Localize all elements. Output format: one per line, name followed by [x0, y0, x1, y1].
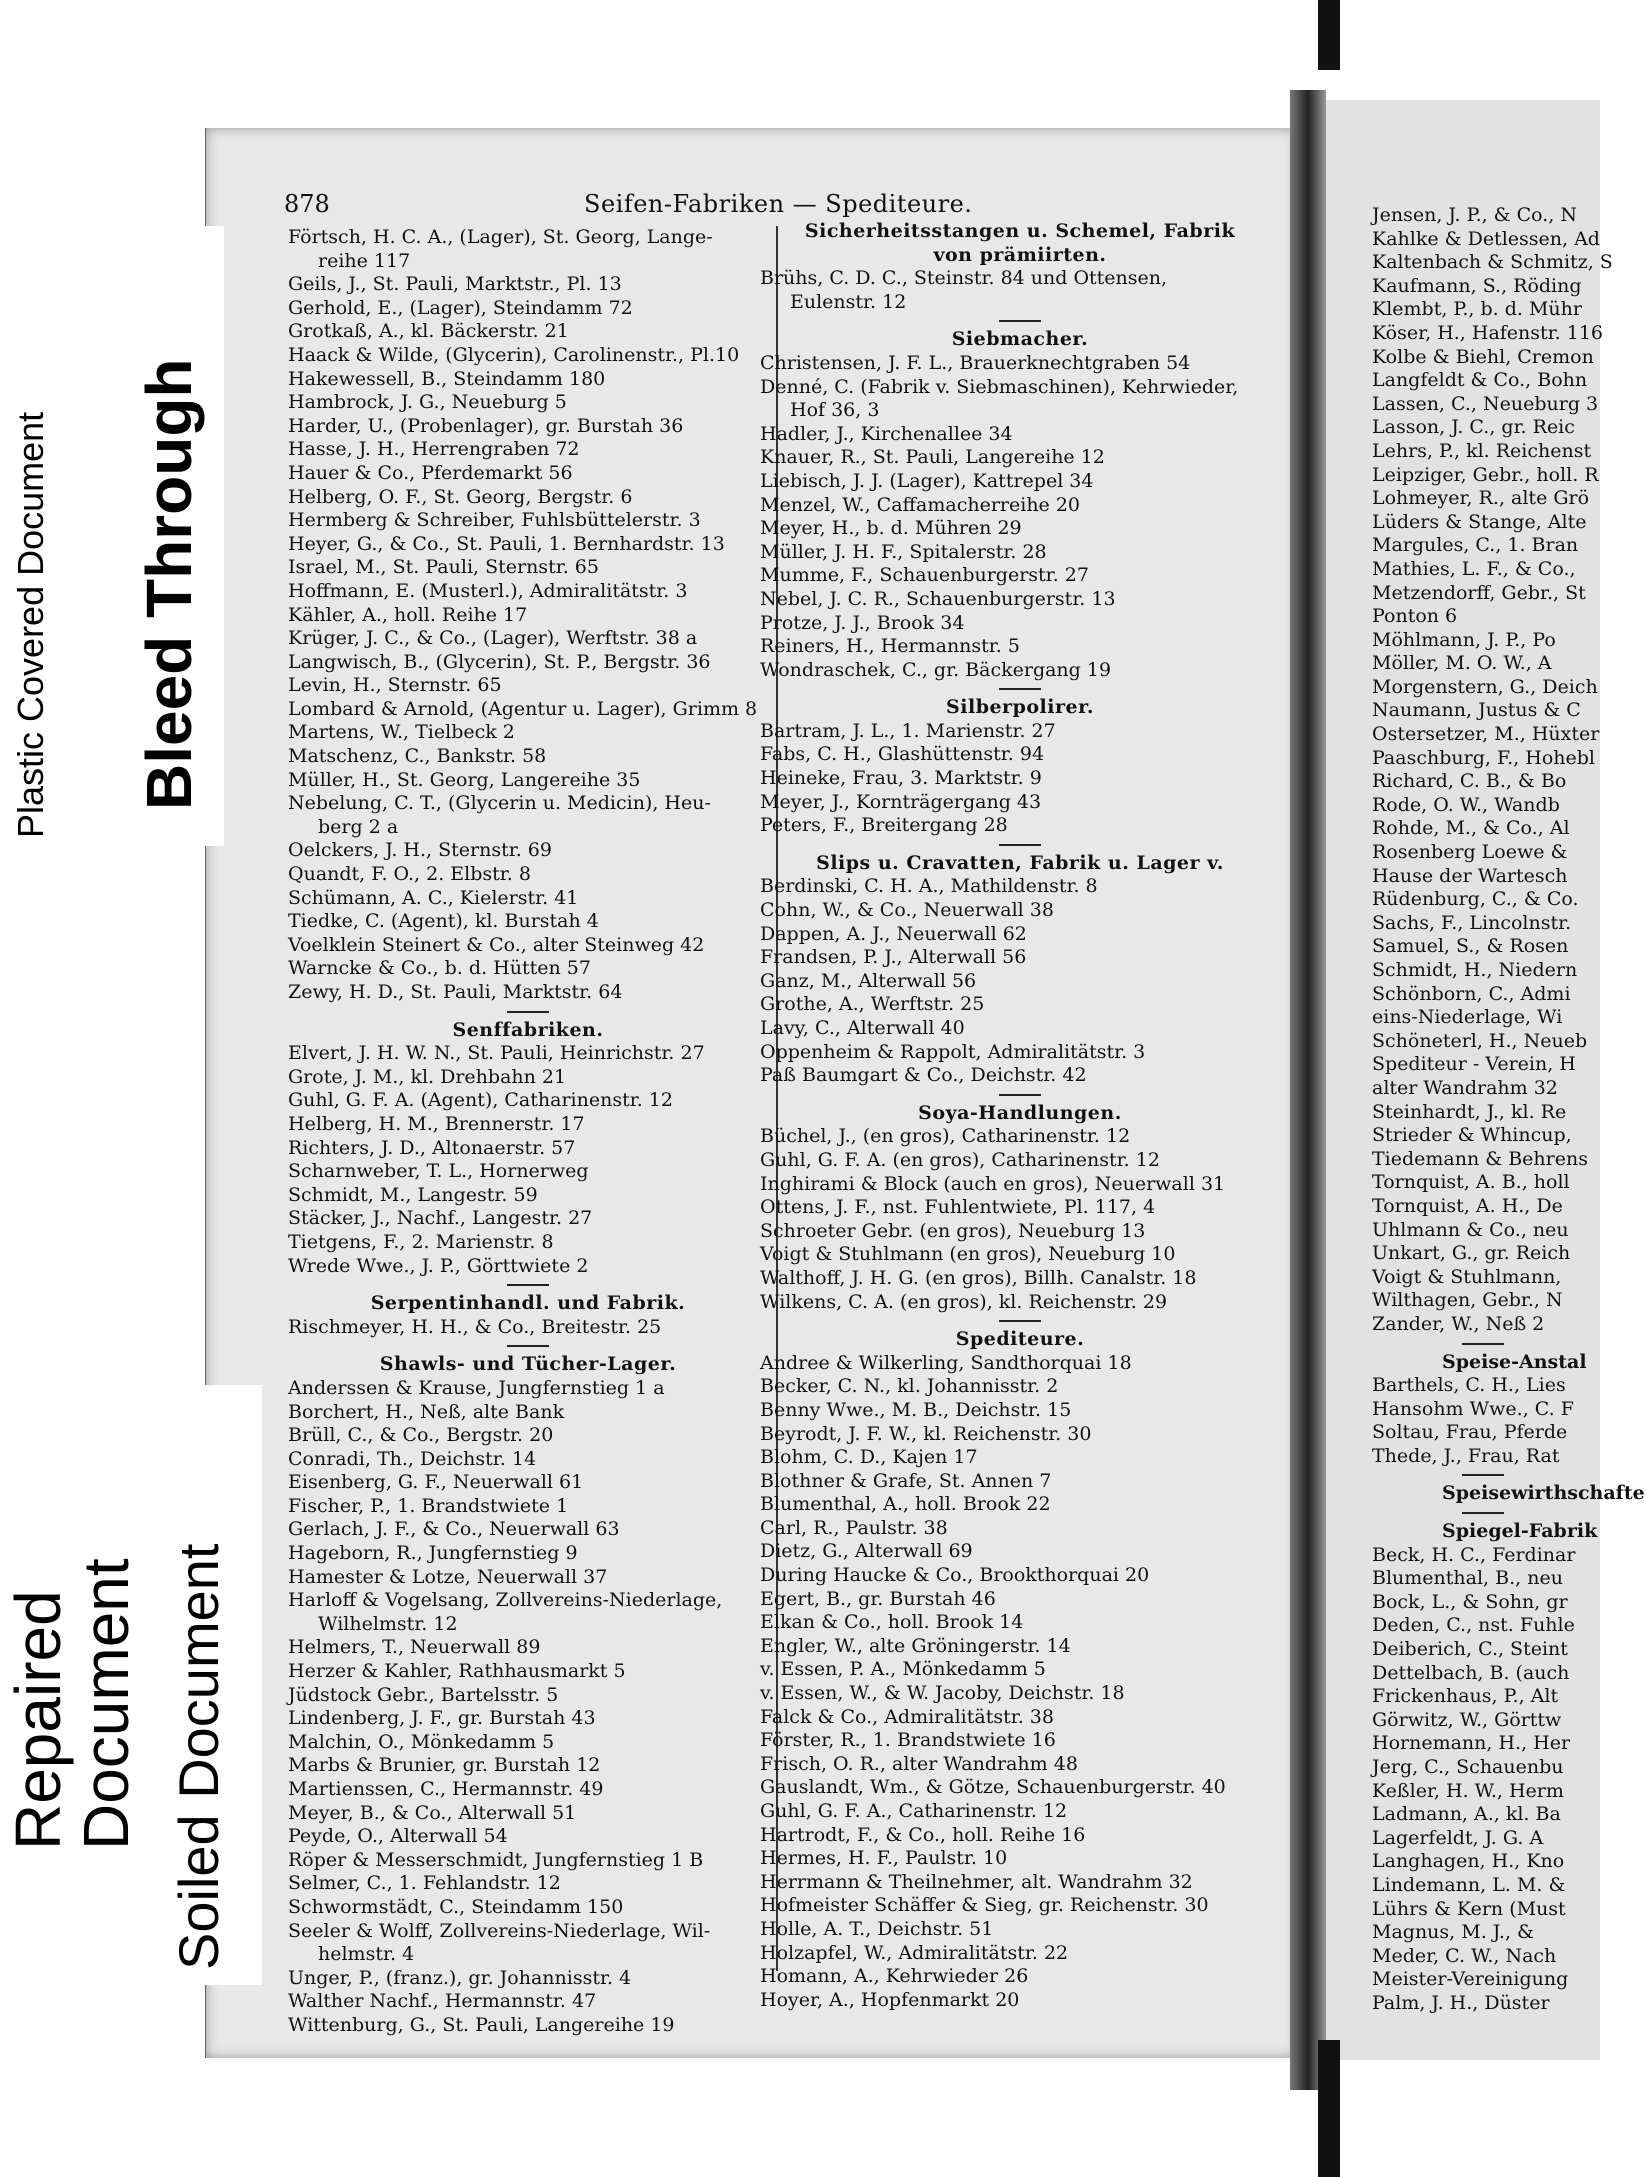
middle-entry: Homann, A., Kehrwieder 26 [760, 1965, 1029, 1988]
middle-entry: Blothner & Grafe, St. Annen 7 [760, 1469, 1052, 1492]
left-entry: Selmer, C., 1. Fehlandstr. 12 [288, 1872, 561, 1895]
left-section-heading: Senffabriken. [452, 1018, 604, 1041]
right-entry: Meder, C. W., Nach [1372, 1944, 1557, 1967]
right-entry: Spediteur - Verein, H [1372, 1053, 1576, 1076]
middle-entry: Beyrodt, J. F. W., kl. Reichenstr. 30 [760, 1422, 1092, 1445]
left-entry: reihe 117 [318, 249, 411, 272]
left-entry: Borchert, H., Neß, alte Bank [288, 1400, 565, 1423]
left-entry: Rischmeyer, H. H., & Co., Breitestr. 25 [288, 1315, 662, 1338]
middle-entry: Carl, R., Paulstr. 38 [760, 1516, 948, 1539]
left-entry: Krüger, J. C., & Co., (Lager), Werftstr. 38 a [288, 627, 698, 650]
right-entry: Kahlke & Detlessen, Ad [1372, 227, 1600, 250]
right-entry: Thede, J., Frau, Rat [1372, 1444, 1560, 1467]
right-entry: Schönborn, C., Admi [1372, 982, 1571, 1005]
middle-entry: Hartrodt, F., & Co., holl. Reihe 16 [760, 1823, 1086, 1846]
middle-entry: Blumenthal, A., holl. Brook 22 [760, 1493, 1051, 1516]
right-entry: Lassen, C., Neueburg 3 [1372, 392, 1599, 415]
middle-entry: Inghirami & Block (auch en gros), Neuerwall 31 [760, 1172, 1226, 1195]
right-entry: Hause der Wartesch [1372, 864, 1568, 887]
left-entry: Grotkaß, A., kl. Bäckerstr. 21 [288, 320, 569, 343]
right-entry: Görwitz, W., Görttw [1372, 1708, 1562, 1731]
middle-entry: Wilkens, C. A. (en gros), kl. Reichenstr. 29 [760, 1290, 1168, 1313]
left-separator [507, 1345, 549, 1347]
middle-section-heading: Spediteure. [955, 1328, 1085, 1351]
right-entry: Langhagen, H., Kno [1372, 1850, 1565, 1873]
left-entry: Helberg, O. F., St. Georg, Bergstr. 6 [288, 485, 633, 508]
right-entry: Ostersetzer, M., Hüxter [1372, 723, 1600, 746]
middle-entry: Eulenstr. 12 [790, 290, 907, 313]
middle-entry: Fabs, C. H., Glashüttenstr. 94 [760, 743, 1045, 766]
left-entry: Hageborn, R., Jungfernstieg 9 [288, 1542, 578, 1565]
left-entry: Hasse, J. H., Herrengraben 72 [288, 438, 580, 461]
middle-entry: Paß Baumgart & Co., Deichstr. 42 [760, 1064, 1087, 1087]
middle-separator [999, 1094, 1041, 1096]
middle-entry: Reiners, H., Hermannstr. 5 [760, 635, 1020, 658]
left-separator [507, 1284, 549, 1286]
left-entry: Langwisch, B., (Glycerin), St. P., Bergstr. 36 [288, 650, 711, 673]
left-separator [507, 1011, 549, 1013]
right-entry: Wilthagen, Gebr., N [1372, 1289, 1563, 1312]
middle-entry: Becker, C. N., kl. Johannisstr. 2 [760, 1375, 1059, 1398]
right-entry: Schöneterl, H., Neueb [1372, 1029, 1588, 1052]
middle-entry: Holle, A. T., Deichstr. 51 [760, 1917, 994, 1940]
middle-entry: Knauer, R., St. Pauli, Langereihe 12 [760, 446, 1105, 469]
right-entry: Margules, C., 1. Bran [1372, 534, 1579, 557]
left-entry: Heyer, G., & Co., St. Pauli, 1. Bernhardstr. 13 [288, 532, 725, 555]
right-entry: Frickenhaus, P., Alt [1372, 1685, 1559, 1708]
right-entry: Samuel, S., & Rosen [1372, 935, 1569, 958]
left-entry: berg 2 a [318, 815, 399, 838]
left-entry: Lombard & Arnold, (Agentur u. Lager), Grimm 8 [288, 697, 758, 720]
right-entry: Tornquist, A. H., De [1372, 1194, 1563, 1217]
left-entry: Quandt, F. O., 2. Elbstr. 8 [288, 863, 531, 886]
left-entry: Wrede Wwe., J. P., Görttwiete 2 [288, 1254, 589, 1277]
right-entry: Paaschburg, F., Hohebl [1372, 746, 1596, 769]
right-entry: Ponton 6 [1372, 605, 1458, 628]
middle-entry: Peters, F., Breitergang 28 [760, 814, 1008, 837]
right-entry: Ladmann, A., kl. Ba [1372, 1803, 1561, 1826]
left-entry: Geils, J., St. Pauli, Marktstr., Pl. 13 [288, 273, 622, 296]
left-entry: Fischer, P., 1. Brandstwiete 1 [288, 1494, 569, 1517]
left-entry: Harloff & Vogelsang, Zollvereins-Niederlage, [288, 1589, 723, 1612]
middle-entry: Oppenheim & Rappolt, Admiralitätstr. 3 [760, 1040, 1146, 1063]
middle-section-heading: Soya-Handlungen. [918, 1101, 1122, 1124]
middle-entry: Falck & Co., Admiralitätstr. 38 [760, 1705, 1054, 1728]
right-entry: Lasson, J. C., gr. Reic [1372, 416, 1575, 439]
right-section-heading: Spiegel-Fabrik [1442, 1520, 1598, 1543]
middle-entry: Gauslandt, Wm., & Götze, Schauenburgerstr. 40 [760, 1776, 1226, 1799]
right-entry: Kaltenbach & Schmitz, S [1372, 251, 1613, 274]
right-entry: Rode, O. W., Wandb [1372, 793, 1560, 816]
middle-entry: Ottens, J. F., nst. Fuhlentwiete, Pl. 117, 4 [760, 1196, 1156, 1219]
right-entry: Bock, L., & Sohn, gr [1372, 1590, 1568, 1613]
right-entry: Unkart, G., gr. Reich [1372, 1242, 1571, 1265]
left-entry: Hamester & Lotze, Neuerwall 37 [288, 1565, 608, 1588]
left-entry: Unger, P., (franz.), gr. Johannisstr. 4 [288, 1966, 632, 1989]
middle-entry: Guhl, G. F. A. (en gros), Catharinenstr. 12 [760, 1148, 1160, 1171]
left-entry: Warncke & Co., b. d. Hütten 57 [288, 957, 591, 980]
middle-entry: Dietz, G., Alterwall 69 [760, 1540, 973, 1563]
right-entry: Metzendorff, Gebr., St [1372, 581, 1586, 604]
middle-entry: Dappen, A. J., Neuerwall 62 [760, 922, 1027, 945]
left-entry: Schwormstädt, C., Steindamm 150 [288, 1895, 624, 1918]
left-entry: Schmidt, M., Langestr. 59 [288, 1183, 538, 1206]
middle-entry: Mumme, F., Schauenburgerstr. 27 [760, 564, 1089, 587]
right-entry: Lührs & Kern (Must [1372, 1897, 1566, 1920]
left-entry: Richters, J. D., Altonaerstr. 57 [288, 1136, 576, 1159]
middle-entry: v. Essen, W., & W. Jacoby, Deichstr. 18 [760, 1682, 1125, 1705]
middle-section-heading: von prämiirten. [933, 243, 1107, 266]
right-entry: Zander, W., Neß 2 [1372, 1312, 1545, 1335]
middle-entry: Blohm, C. D., Kajen 17 [760, 1446, 978, 1469]
left-entry: Herzer & Kahler, Rathhausmarkt 5 [288, 1660, 626, 1683]
middle-entry: Meyer, H., b. d. Mühren 29 [760, 517, 1022, 540]
right-entry: Rüdenburg, C., & Co. [1372, 888, 1579, 911]
right-entry: Hansohm Wwe., C. F [1372, 1397, 1574, 1420]
left-entry: Peyde, O., Alterwall 54 [288, 1825, 508, 1848]
left-entry: helmstr. 4 [318, 1943, 415, 1966]
left-entry: Röper & Messerschmidt, Jungfernstieg 1 B [288, 1848, 704, 1871]
middle-section-heading: Slips u. Cravatten, Fabrik u. Lager v. [816, 851, 1224, 874]
middle-entry: During Haucke & Co., Brookthorquai 20 [760, 1564, 1150, 1587]
left-entry: Gerlach, J. F., & Co., Neuerwall 63 [288, 1518, 620, 1541]
middle-entry: Ganz, M., Alterwall 56 [760, 969, 977, 992]
middle-entry: Frandsen, P. J., Alterwall 56 [760, 946, 1027, 969]
right-page-column [1372, 204, 1645, 2016]
right-entry: Lohmeyer, R., alte Grö [1372, 487, 1590, 510]
left-entry: Scharnweber, T. L., Hornerweg [288, 1160, 589, 1183]
middle-entry: Hofmeister Schäffer & Sieg, gr. Reichenstr. 30 [760, 1894, 1209, 1917]
middle-entry: Grothe, A., Werftstr. 25 [760, 993, 985, 1016]
binder-clip-bottom [1318, 2040, 1340, 2177]
left-entry: Eisenberg, G. F., Neuerwall 61 [288, 1471, 584, 1494]
middle-entry: Cohn, W., & Co., Neuerwall 38 [760, 899, 1054, 922]
right-entry: Klembt, P., b. d. Mühr [1372, 298, 1582, 321]
middle-entry: Liebisch, J. J. (Lager), Kattrepel 34 [760, 469, 1094, 492]
middle-entry: Hadler, J., Kirchenallee 34 [760, 422, 1013, 445]
right-entry: Strieder & Whincup, [1372, 1124, 1572, 1147]
middle-entry: Berdinski, C. H. A., Mathildenstr. 8 [760, 875, 1098, 898]
left-entry: Malchin, O., Mönkedamm 5 [288, 1730, 555, 1753]
middle-entry: Guhl, G. F. A., Catharinenstr. 12 [760, 1800, 1068, 1822]
right-entry: Köser, H., Hafenstr. 116 [1372, 321, 1604, 344]
left-column [288, 226, 768, 2038]
page-number: 878 [284, 190, 330, 218]
label-repaired-document: Repaired Document [2, 1558, 142, 1850]
middle-section-heading: Sicherheitsstangen u. Schemel, Fabrik [804, 220, 1236, 242]
middle-entry: Holzapfel, W., Admiralitätstr. 22 [760, 1941, 1069, 1964]
left-entry: Hoffmann, E. (Musterl.), Admiralitätstr. 3 [288, 579, 688, 602]
middle-section-heading: Silberpolirer. [946, 696, 1094, 719]
middle-entry: Benny Wwe., M. B., Deichstr. 15 [760, 1398, 1072, 1421]
right-entry: Lüders & Stange, Alte [1372, 510, 1587, 533]
left-entry: Voelklein Steinert & Co., alter Steinweg 42 [288, 933, 705, 956]
right-entry: Kaufmann, S., Röding [1372, 274, 1582, 297]
right-entry: Tiedemann & Behrens [1372, 1147, 1588, 1170]
middle-entry: Meyer, J., Kornträgergang 43 [760, 790, 1042, 813]
right-entry: Morgenstern, G., Deich [1372, 675, 1598, 698]
middle-separator [999, 1320, 1041, 1322]
right-entry: Uhlmann & Co., neu [1372, 1218, 1569, 1241]
left-entry: Guhl, G. F. A. (Agent), Catharinenstr. 12 [288, 1089, 673, 1112]
right-entry: Deden, C., nst. Fuhle [1372, 1614, 1575, 1637]
middle-entry: Hoyer, A., Hopfenmarkt 20 [760, 1988, 1020, 2011]
right-entry: Dettelbach, B. (auch [1372, 1661, 1570, 1684]
left-entry: Müller, H., St. Georg, Langereihe 35 [288, 768, 641, 791]
right-separator [1462, 1474, 1504, 1476]
middle-entry: Walthoff, J. H. G. (en gros), Billh. Canalstr. 18 [760, 1266, 1197, 1289]
right-entry: Meister-Vereinigung [1372, 1968, 1569, 1991]
book-gutter [1290, 90, 1326, 2090]
right-entry: Keßler, H. W., Herm [1372, 1779, 1564, 1802]
middle-separator [999, 688, 1041, 690]
left-entry: Israel, M., St. Pauli, Sternstr. 65 [288, 556, 599, 579]
label-bleed-through: Bleed Through [133, 358, 205, 810]
right-entry: Palm, J. H., Düster [1372, 1991, 1550, 2014]
middle-entry: Protze, J. J., Brook 34 [760, 611, 965, 634]
middle-entry: Heineke, Frau, 3. Marktstr. 9 [760, 767, 1042, 790]
left-entry: Haack & Wilde, (Glycerin), Carolinenstr., Pl.10 [288, 343, 740, 366]
left-section-heading: Shawls- und Tücher-Lager. [379, 1353, 677, 1376]
right-entry: Jerg, C., Schauenbu [1372, 1756, 1564, 1778]
middle-entry: Engler, W., alte Gröningerstr. 14 [760, 1634, 1071, 1657]
middle-entry: Lavy, C., Alterwall 40 [760, 1017, 965, 1039]
left-entry: Nebelung, C. T., (Glycerin u. Medicin), Heu- [288, 792, 711, 815]
left-entry: Levin, H., Sternstr. 65 [288, 674, 502, 697]
left-entry: Meyer, B., & Co., Alterwall 51 [288, 1801, 577, 1824]
left-entry: Grote, J. M., kl. Drehbahn 21 [288, 1065, 567, 1088]
middle-entry: Andree & Wilkerling, Sandthorquai 18 [760, 1351, 1132, 1374]
label-plastic-covered: Plastic Covered Document [10, 411, 51, 838]
left-entry: Martens, W., Tielbeck 2 [288, 721, 515, 744]
right-entry: eins-Niederlage, Wi [1372, 1006, 1563, 1029]
right-entry: Voigt & Stuhlmann, [1372, 1265, 1562, 1288]
left-entry: Hauer & Co., Pferdemarkt 56 [288, 461, 573, 484]
running-title: Seifen-Fabriken — Spediteure. [584, 190, 973, 218]
right-entry: Magnus, M. J., & [1372, 1921, 1534, 1944]
right-entry: Langfeldt & Co., Bohn [1372, 369, 1588, 392]
left-entry: Schümann, A. C., Kielerstr. 41 [288, 886, 579, 909]
right-entry: Barthels, C. H., Lies [1372, 1374, 1566, 1397]
left-entry: Marbs & Brunier, gr. Burstah 12 [288, 1754, 601, 1777]
right-entry: Beck, H. C., Ferdinar [1372, 1543, 1576, 1566]
right-separator [1462, 1512, 1504, 1514]
label-soiled-document: Soiled Document [167, 1543, 230, 1970]
middle-column [760, 220, 1280, 2012]
middle-entry: Brühs, C. D. C., Steinstr. 84 und Ottensen, [760, 267, 1168, 290]
middle-entry: Büchel, J., (en gros), Catharinenstr. 12 [760, 1125, 1131, 1148]
right-entry: Richard, C. B., & Bo [1372, 770, 1567, 793]
middle-section-heading: Siebmacher. [951, 328, 1089, 351]
left-entry: Wittenburg, G., St. Pauli, Langereihe 19 [288, 2013, 675, 2036]
right-entry: Lindemann, L. M. & [1372, 1873, 1566, 1896]
middle-entry: Bartram, J. L., 1. Marienstr. 27 [760, 719, 1056, 742]
middle-separator [999, 320, 1041, 322]
left-entry: Seeler & Wolff, Zollvereins-Niederlage, Wil- [288, 1919, 711, 1942]
left-entry: Matschenz, C., Bankstr. 58 [288, 745, 547, 768]
right-entry: Leipziger, Gebr., holl. R [1372, 463, 1599, 486]
left-entry: Hambrock, J. G., Neueburg 5 [288, 391, 567, 414]
left-entry: Oelckers, J. H., Sternstr. 69 [288, 839, 552, 862]
left-entry: Hermberg & Schreiber, Fuhlsbüttelerstr. 3 [288, 509, 701, 532]
right-entry: Mathies, L. F., & Co., [1372, 557, 1576, 580]
middle-entry: Menzel, W., Caffamacherreihe 20 [760, 493, 1081, 516]
binder-clip-top [1318, 0, 1340, 70]
middle-entry: Müller, J. H. F., Spitalerstr. 28 [760, 540, 1047, 563]
right-entry: Möhlmann, J. P., Po [1372, 628, 1556, 651]
middle-entry: Nebel, J. C. R., Schauenburgerstr. 13 [760, 587, 1116, 610]
left-entry: Förtsch, H. C. A., (Lager), St. Georg, Lange- [288, 226, 713, 248]
middle-entry: v. Essen, P. A., Mönkedamm 5 [760, 1658, 1046, 1681]
right-entry: Jensen, J. P., & Co., N [1372, 204, 1578, 226]
middle-entry: Herrmann & Theilnehmer, alt. Wandrahm 32 [760, 1870, 1193, 1893]
right-entry: Deiberich, C., Steint [1372, 1638, 1568, 1661]
right-entry: Schmidt, H., Niedern [1372, 959, 1578, 981]
middle-entry: Elkan & Co., holl. Brook 14 [760, 1611, 1024, 1634]
right-section-heading: Speise-Anstal [1442, 1350, 1587, 1373]
middle-entry: Frisch, O. R., alter Wandrahm 48 [760, 1752, 1078, 1775]
left-entry: Wilhelmstr. 12 [318, 1612, 458, 1635]
right-section-heading: Speisewirthschafte [1442, 1482, 1645, 1505]
right-entry: Naumann, Justus & C [1372, 699, 1581, 722]
middle-entry: Förster, R., 1. Brandstwiete 16 [760, 1729, 1056, 1752]
left-entry: Martienssen, C., Hermannstr. 49 [288, 1778, 604, 1800]
middle-entry: Wondraschek, C., gr. Bäckergang 19 [760, 658, 1112, 681]
middle-separator [999, 844, 1041, 846]
left-entry: Elvert, J. H. W. N., St. Pauli, Heinrichstr. 27 [288, 1042, 705, 1065]
left-entry: Helmers, T., Neuerwall 89 [288, 1636, 541, 1659]
right-entry: Steinhardt, J., kl. Re [1372, 1100, 1567, 1123]
right-separator [1462, 1343, 1504, 1345]
middle-entry: Christensen, J. F. L., Brauerknechtgraben 54 [760, 351, 1191, 374]
left-entry: Helberg, H. M., Brennerstr. 17 [288, 1112, 585, 1135]
right-entry: Tornquist, A. B., holl [1372, 1171, 1570, 1194]
left-entry: Gerhold, E., (Lager), Steindamm 72 [288, 296, 633, 319]
left-entry: Lindenberg, J. F., gr. Burstah 43 [288, 1707, 596, 1730]
middle-entry: Hof 36, 3 [790, 399, 880, 422]
left-entry: Jüdstock Gebr., Bartelsstr. 5 [288, 1683, 559, 1706]
right-entry: alter Wandrahm 32 [1372, 1076, 1558, 1099]
middle-entry: Egert, B., gr. Burstah 46 [760, 1587, 996, 1610]
right-entry: Kolbe & Biehl, Cremon [1372, 345, 1594, 368]
middle-entry: Schroeter Gebr. (en gros), Neueburg 13 [760, 1219, 1146, 1242]
right-entry: Sachs, F., Lincolnstr. [1372, 911, 1572, 934]
left-entry: Tietgens, F., 2. Marienstr. 8 [288, 1230, 554, 1253]
left-entry: Stäcker, J., Nachf., Langestr. 27 [288, 1207, 593, 1230]
left-entry: Conradi, Th., Deichstr. 14 [288, 1447, 537, 1470]
left-entry: Brüll, C., & Co., Bergstr. 20 [288, 1424, 554, 1447]
left-entry: Kähler, A., holl. Reihe 17 [288, 603, 528, 626]
right-entry: Blumenthal, B., neu [1372, 1567, 1563, 1590]
right-entry: Soltau, Frau, Pferde [1372, 1421, 1568, 1444]
left-entry: Tiedke, C. (Agent), kl. Burstah 4 [288, 910, 599, 933]
middle-entry: Denné, C. (Fabrik v. Siebmaschinen), Kehrwieder, [760, 375, 1239, 398]
left-entry: Anderssen & Krause, Jungfernstieg 1 a [288, 1376, 665, 1399]
left-entry: Harder, U., (Probenlager), gr. Burstah 36 [288, 414, 684, 437]
left-entry: Hakewessell, B., Steindamm 180 [288, 367, 606, 390]
left-entry: Walther Nachf., Hermannstr. 47 [288, 1990, 597, 2013]
right-entry: Rosenberg Loewe & [1372, 841, 1568, 864]
middle-entry: Voigt & Stuhlmann (en gros), Neueburg 10 [760, 1243, 1176, 1266]
left-section-heading: Serpentinhandl. und Fabrik. [370, 1292, 686, 1315]
right-entry: Lehrs, P., kl. Reichenst [1372, 439, 1592, 462]
right-entry: Lagerfeldt, J. G. A [1372, 1826, 1544, 1849]
left-entry: Zewy, H. D., St. Pauli, Marktstr. 64 [288, 981, 623, 1003]
right-entry: Hornemann, H., Her [1372, 1732, 1571, 1755]
right-entry: Möller, M. O. W., A [1372, 652, 1552, 675]
middle-entry: Hermes, H. F., Paulstr. 10 [760, 1847, 1008, 1870]
right-entry: Rohde, M., & Co., Al [1372, 817, 1570, 840]
